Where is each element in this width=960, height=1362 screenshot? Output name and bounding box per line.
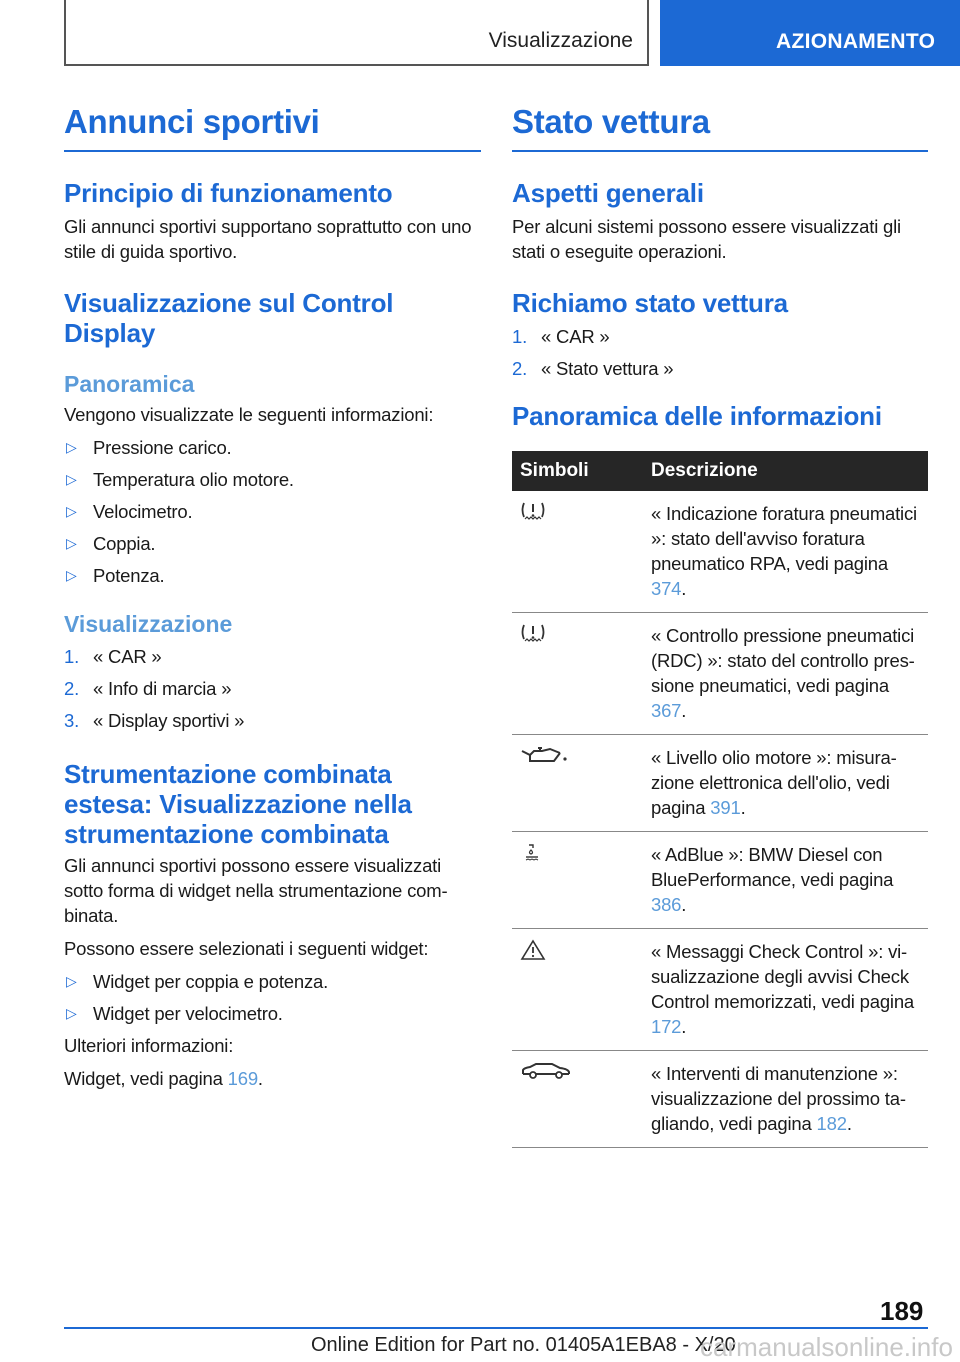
info-table [512, 451, 928, 1148]
text-ulteriori: Ulteriori informazioni: [64, 1035, 234, 1056]
table-row: « AdBlue »: BMW Diesel con BluePerformance, vedi pagina 386. [512, 832, 928, 929]
list-item: ▷ Pressione carico. [66, 437, 232, 458]
page-number: 189 [880, 1296, 924, 1326]
section-title-stato: Stato vettura [512, 100, 928, 152]
header-chapter-label: AZIONAMENTO [776, 30, 936, 53]
heading-control-display: Visualizzazione sul Control Display [64, 288, 394, 348]
text-strumentazione-2: Possono essere selezionati i seguenti widget: [64, 938, 429, 959]
page-link-182[interactable]: 182 [816, 1113, 847, 1134]
widget-list [64, 969, 481, 1026]
col-header-descrizione: Descrizione [643, 451, 928, 491]
visualizzazione-steps [64, 644, 481, 733]
left-column [64, 100, 481, 1091]
table-header-row [512, 451, 928, 491]
step-item: 1. « CAR » [64, 646, 162, 667]
text-principio: Gli annunci sportivi supportano soprattutto con uno stile di guida sportivo. [64, 216, 472, 262]
tire-pressure-icon [520, 623, 546, 643]
table-row: « Controllo pressione pneumatici (RDC) »: stato del controllo pressione pneumatici, vedi pagina 367. [512, 613, 928, 735]
heading-panoramica-info: Panoramica delle informazioni [512, 401, 882, 431]
heading-principio: Principio di funzionamento [64, 178, 393, 208]
heading-visualizzazione: Visualizzazione [64, 611, 233, 637]
right-column [512, 100, 928, 1148]
panoramica-list [64, 435, 481, 588]
footer-divider [64, 1327, 928, 1329]
triangle-bullet-icon: ▷ [66, 471, 77, 487]
step-item: 2. « Info di marcia » [64, 678, 232, 699]
heading-panoramica: Panoramica [64, 371, 195, 397]
step-item: 3. « Display sportivi » [64, 710, 245, 731]
triangle-bullet-icon: ▷ [66, 503, 77, 519]
list-item: ▷ Potenza. [66, 565, 165, 586]
heading-aspetti: Aspetti generali [512, 178, 704, 208]
triangle-bullet-icon: ▷ [66, 535, 77, 551]
text-widget-ref: Widget, vedi pagina 169. [64, 1068, 263, 1089]
page-link-386[interactable]: 386 [651, 894, 682, 915]
footer-edition: Online Edition for Part no. 01405A1EBA8 - X/20 [311, 1334, 736, 1356]
table-row: « Messaggi Check Control »: visualizzazione degli avvisi Check Control memorizzati, vedi pagina 172. [512, 929, 928, 1051]
table-row: « Interventi di manutenzione »: visualizzazione del prossimo tagliando, vedi pagina 182. [512, 1051, 928, 1148]
text-strumentazione-1: Gli annunci sportivi possono essere visualizzati sotto forma di widget nella strumentazione combinata. [64, 855, 448, 926]
page-link-172[interactable]: 172 [651, 1016, 682, 1037]
table-row: « Indicazione foratura pneumatici »: stato dell'avviso foratura pneumatico RPA, vedi pagina 374. [512, 491, 928, 613]
triangle-bullet-icon: ▷ [66, 973, 77, 989]
page-header [0, 0, 960, 66]
page-link-367[interactable]: 367 [651, 700, 682, 721]
list-item: ▷ Coppia. [66, 533, 156, 554]
triangle-bullet-icon: ▷ [66, 567, 77, 583]
text-aspetti: Per alcuni sistemi possono essere visualizzati gli stati o eseguite operazioni. [512, 216, 901, 262]
warning-triangle-icon [520, 939, 546, 961]
tire-warning-icon [520, 501, 546, 521]
list-item: ▷ Velocimetro. [66, 501, 193, 522]
list-item: ▷ Temperatura olio motore. [66, 469, 294, 490]
richiamo-steps [512, 324, 928, 381]
page-link-169[interactable]: 169 [227, 1068, 258, 1089]
header-chapter-box [660, 0, 960, 66]
section-title-annunci: Annunci sportivi [64, 100, 481, 152]
oil-can-icon [520, 745, 568, 765]
page-link-374[interactable]: 374 [651, 578, 682, 599]
list-item: ▷ Widget per velocimetro. [66, 1003, 283, 1024]
list-item: ▷ Widget per coppia e potenza. [66, 971, 329, 992]
car-service-icon [520, 1061, 572, 1081]
table-row: « Livello olio motore »: misurazione elettronica dell'olio, vedi pagina 391. [512, 735, 928, 832]
triangle-bullet-icon: ▷ [66, 439, 77, 455]
triangle-bullet-icon: ▷ [66, 1005, 77, 1021]
heading-richiamo: Richiamo stato vettura [512, 288, 788, 318]
page-link-391[interactable]: 391 [710, 797, 741, 818]
watermark-text: carmanualsonline.info [700, 1332, 953, 1362]
step-item: 2. « Stato vettura » [512, 358, 674, 379]
text-panoramica: Vengono visualizzate le seguenti informazioni: [64, 404, 434, 425]
step-item: 1. « CAR » [512, 326, 610, 347]
header-section-box [64, 0, 649, 66]
header-section-label: Visualizzazione [488, 29, 633, 52]
adblue-icon [520, 842, 546, 862]
heading-strumentazione: Strumentazione combinata estesa: Visualizzazione nella strumentazione combinata [64, 759, 412, 849]
col-header-simboli: Simboli [512, 451, 643, 491]
